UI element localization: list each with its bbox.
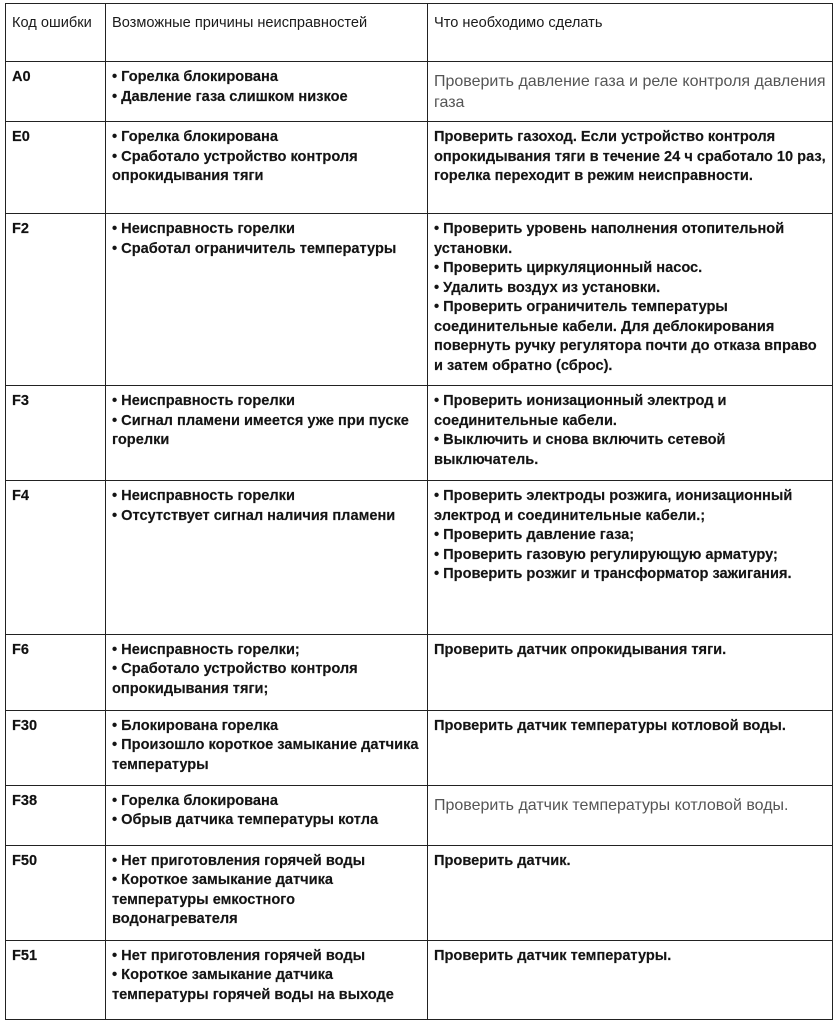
action-item: • Проверить ограничитель температуры соединительные кабели. Для деблокирования повернуть ручку регулятора почти до отказа вправо и затем обратно (сброс). bbox=[434, 299, 817, 374]
cause-item: • Сработал ограничитель температуры bbox=[112, 240, 397, 257]
actions-cell bbox=[428, 710, 833, 785]
table-row bbox=[6, 386, 833, 481]
causes-cell bbox=[106, 710, 428, 785]
cause-item: • Неисправность горелки bbox=[112, 393, 295, 410]
action-item: Проверить датчик температуры. bbox=[434, 947, 672, 964]
action-item: Проверить датчик. bbox=[434, 852, 571, 869]
causes-cell bbox=[106, 214, 428, 386]
error-code: F4 bbox=[6, 481, 106, 634]
error-codes-table bbox=[5, 3, 833, 1020]
header-code: Код ошибки bbox=[6, 4, 106, 62]
actions-cell bbox=[428, 481, 833, 634]
table-row bbox=[6, 62, 833, 122]
table-row bbox=[6, 214, 833, 386]
actions-cell bbox=[428, 634, 833, 710]
cause-item: • Неисправность горелки bbox=[112, 221, 295, 238]
error-code: F3 bbox=[6, 386, 106, 481]
cause-item: • Отсутствует сигнал наличия пламени bbox=[112, 507, 396, 524]
error-code: F38 bbox=[6, 785, 106, 845]
action-item: • Проверить ионизационный электрод и соединительные кабели. bbox=[434, 393, 727, 429]
action-item: • Проверить газовую регулирующую арматуру; bbox=[434, 546, 778, 563]
action-item: Проверить датчик опрокидывания тяги. bbox=[434, 641, 727, 658]
action-item: • Проверить давление газа; bbox=[434, 527, 635, 544]
table-row bbox=[6, 122, 833, 214]
action-item: Проверить газоход. Если устройство контроля опрокидывания тяги в течение 24 ч сработало 10 раз, горелка переходит в режим неисправности. bbox=[434, 129, 826, 185]
actions-cell bbox=[428, 62, 833, 122]
cause-item: • Сработало устройство контроля опрокидывания тяги bbox=[112, 148, 358, 185]
action-item: • Проверить электроды розжига, ионизационный электрод и соединительные кабели.; bbox=[434, 488, 793, 524]
error-code: F2 bbox=[6, 214, 106, 386]
causes-cell bbox=[106, 845, 428, 940]
error-code: F51 bbox=[6, 940, 106, 1019]
table-row bbox=[6, 785, 833, 845]
error-code: A0 bbox=[6, 62, 106, 122]
error-code: F50 bbox=[6, 845, 106, 940]
cause-item: • Горелка блокирована bbox=[112, 792, 278, 809]
action-item: • Выключить и снова включить сетевой выключатель. bbox=[434, 432, 726, 468]
action-item: Проверить датчик температуры котловой воды. bbox=[434, 717, 786, 734]
cause-item: • Произошло короткое замыкание датчика температуры bbox=[112, 737, 419, 773]
cause-item: • Неисправность горелки bbox=[112, 488, 295, 505]
causes-cell bbox=[106, 62, 428, 122]
table-row bbox=[6, 710, 833, 785]
cause-item: • Горелка блокирована bbox=[112, 69, 278, 85]
actions-cell bbox=[428, 785, 833, 845]
table-row bbox=[6, 634, 833, 710]
cause-item: • Неисправность горелки; bbox=[112, 641, 300, 658]
actions-cell bbox=[428, 940, 833, 1019]
causes-cell bbox=[106, 940, 428, 1019]
header-actions: Что необходимо сделать bbox=[428, 4, 833, 62]
causes-cell bbox=[106, 481, 428, 634]
actions-cell bbox=[428, 122, 833, 214]
cause-item: • Обрыв датчика температуры котла bbox=[112, 812, 379, 829]
causes-cell bbox=[106, 785, 428, 845]
cause-item: • Нет приготовления горячей воды bbox=[112, 852, 366, 869]
table-row bbox=[6, 845, 833, 940]
action-item: • Проверить розжиг и трансформатор зажигания. bbox=[434, 566, 792, 583]
error-code: F30 bbox=[6, 710, 106, 785]
header-causes: Возможные причины неисправностей bbox=[106, 4, 428, 62]
actions-cell bbox=[428, 386, 833, 481]
table-row bbox=[6, 481, 833, 634]
error-code: E0 bbox=[6, 122, 106, 214]
cause-item: • Блокирована горелка bbox=[112, 717, 279, 734]
action-item: Проверить датчик температуры котловой воды. bbox=[434, 796, 789, 814]
cause-item: • Горелка блокирована bbox=[112, 129, 278, 146]
action-item: Проверить давление газа и реле контроля давления газа bbox=[434, 73, 826, 111]
cause-item: • Короткое замыкание датчика температуры емкостного водонагревателя bbox=[112, 872, 334, 928]
action-item: • Удалить воздух из установки. bbox=[434, 279, 661, 296]
cause-item: • Сработало устройство контроля опрокидывания тяги; bbox=[112, 661, 358, 697]
cause-item: • Сигнал пламени имеется уже при пуске горелки bbox=[112, 412, 409, 449]
table-row bbox=[6, 940, 833, 1019]
causes-cell bbox=[106, 386, 428, 481]
cause-item: • Давление газа слишком низкое bbox=[112, 88, 348, 105]
actions-cell bbox=[428, 845, 833, 940]
causes-cell bbox=[106, 122, 428, 214]
cause-item: • Короткое замыкание датчика температуры горячей воды на выходе bbox=[112, 967, 394, 1003]
cause-item: • Нет приготовления горячей воды bbox=[112, 947, 366, 964]
causes-cell bbox=[106, 634, 428, 710]
action-item: • Проверить циркуляционный насос. bbox=[434, 260, 703, 277]
header-row bbox=[6, 4, 833, 62]
action-item: • Проверить уровень наполнения отопительной установки. bbox=[434, 221, 785, 257]
error-code: F6 bbox=[6, 634, 106, 710]
actions-cell bbox=[428, 214, 833, 386]
